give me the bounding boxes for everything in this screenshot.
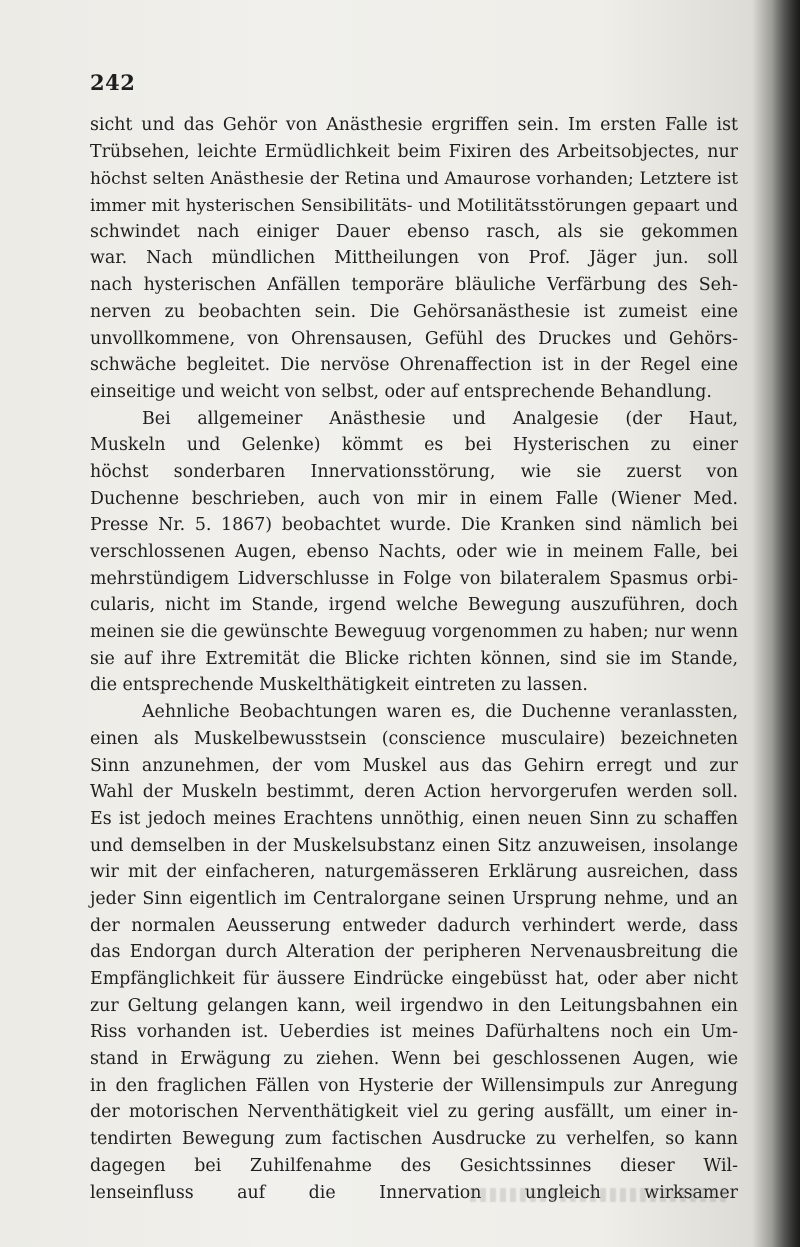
text-line: einseitige und weicht von selbst, oder auf entsprechende Behandlung.: [90, 381, 712, 402]
text-line: dagegen bei Zuhilfenahme des Gesichtssinnes dieser Wil-: [90, 1155, 738, 1176]
text-line: Muskeln und Gelenke) kömmt es bei Hysterischen zu einer: [90, 435, 738, 456]
paragraph-start-line: Aehnliche Beobachtungen waren es, die Duchenne veranlassten,: [142, 702, 738, 723]
text-line: meinen sie die gewünschte Beweguug vorgenommen zu haben; nur wenn: [90, 622, 738, 643]
text-line: schwindet nach einiger Dauer ebenso rasch, als sie gekommen: [90, 221, 738, 242]
page-number: 242: [90, 70, 136, 95]
text-line: stand in Erwägung zu ziehen. Wenn bei geschlossenen Augen, wie: [90, 1049, 738, 1070]
text-line: Duchenne beschrieben, auch von mir in einem Falle (Wiener Med.: [90, 488, 738, 509]
text-line: wir mit der einfacheren, naturgemässeren Erklärung ausreichen, dass: [90, 862, 738, 883]
text-line: Sinn anzunehmen, der vom Muskel aus das Gehirn erregt und zur: [90, 755, 738, 776]
text-line: tendirten Bewegung zum factischen Ausdrucke zu verhelfen, so kann: [90, 1129, 738, 1150]
body-text: [90, 112, 738, 1206]
text-line: zur Geltung gelangen kann, weil irgendwo in den Leitungsbahnen ein: [90, 995, 738, 1016]
print-bleed-through: [470, 1188, 730, 1202]
paragraph-start-line: Bei allgemeiner Anästhesie und Analgesie (der Haut,: [142, 408, 738, 429]
spine-shadow: [772, 0, 800, 1247]
text-line: der motorischen Nerventhätigkeit viel zu gering ausfällt, um einer in-: [90, 1102, 738, 1123]
text-line: Es ist jedoch meines Erachtens unnöthig, einen neuen Sinn zu schaffen: [90, 808, 738, 829]
text-line: unvollkommene, von Ohrensausen, Gefühl des Druckes und Gehörs-: [90, 328, 738, 349]
text-line: Trübsehen, leichte Ermüdlichkeit beim Fixiren des Arbeitsobjectes, nur: [90, 141, 738, 162]
text-line: der normalen Aeusserung entweder dadurch verhindert werde, dass: [90, 915, 738, 936]
text-line: Riss vorhanden ist. Ueberdies ist meines Dafürhaltens noch ein Um-: [90, 1022, 738, 1043]
text-line: Empfänglichkeit für äussere Eindrücke eingebüsst hat, oder aber nicht: [90, 969, 738, 989]
text-line: und demselben in der Muskelsubstanz einen Sitz anzuweisen, insolange: [90, 835, 738, 856]
text-line: sie auf ihre Extremität die Blicke richten können, sind sie im Stande,: [90, 648, 738, 669]
text-line: einen als Muskelbewusstsein (conscience musculaire) bezeichneten: [90, 728, 738, 749]
text-line: schwäche begleitet. Die nervöse Ohrenaffection ist in der Regel eine: [90, 355, 738, 376]
text-line: nach hysterischen Anfällen temporäre bläuliche Verfärbung des Seh-: [90, 275, 738, 296]
text-line: immer mit hysterischen Sensibilitäts- und Motilitätsstörungen gepaart und: [90, 195, 738, 216]
text-line: sicht und das Gehör von Anästhesie ergriffen sein. Im ersten Falle ist: [90, 115, 738, 135]
text-line: nerven zu beobachten sein. Die Gehörsanästhesie ist zumeist eine: [90, 301, 738, 322]
text-line: das Endorgan durch Alteration der peripheren Nervenausbreitung die: [90, 942, 738, 963]
text-line: jeder Sinn eigentlich im Centralorgane seinen Ursprung nehme, und an: [90, 888, 738, 909]
text-line: Wahl der Muskeln bestimmt, deren Action hervorgerufen werden soll.: [90, 782, 738, 803]
text-line: verschlossenen Augen, ebenso Nachts, oder wie in meinem Falle, bei: [90, 542, 738, 562]
text-line: höchst sonderbaren Innervationsstörung, wie sie zuerst von: [90, 461, 738, 482]
text-line: höchst selten Anästhesie der Retina und Amaurose vorhanden; Letztere ist: [90, 168, 738, 189]
text-line: in den fraglichen Fällen von Hysterie der Willensimpuls zur Anregung: [90, 1075, 738, 1096]
text-line: war. Nach mündlichen Mittheilungen von Prof. Jäger jun. soll: [90, 248, 738, 269]
text-line: die entsprechende Muskelthätigkeit eintreten zu lassen.: [90, 675, 588, 696]
text-line: lenseinfluss auf die Innervation ungleich wirksamer: [90, 1182, 738, 1203]
text-line: mehrstündigem Lidverschlusse in Folge von bilateralem Spasmus orbi-: [90, 568, 738, 589]
text-line: Presse Nr. 5. 1867) beobachtet wurde. Die Kranken sind nämlich bei: [90, 515, 738, 536]
text-line: cularis, nicht im Stande, irgend welche Bewegung auszuführen, doch: [90, 595, 738, 616]
